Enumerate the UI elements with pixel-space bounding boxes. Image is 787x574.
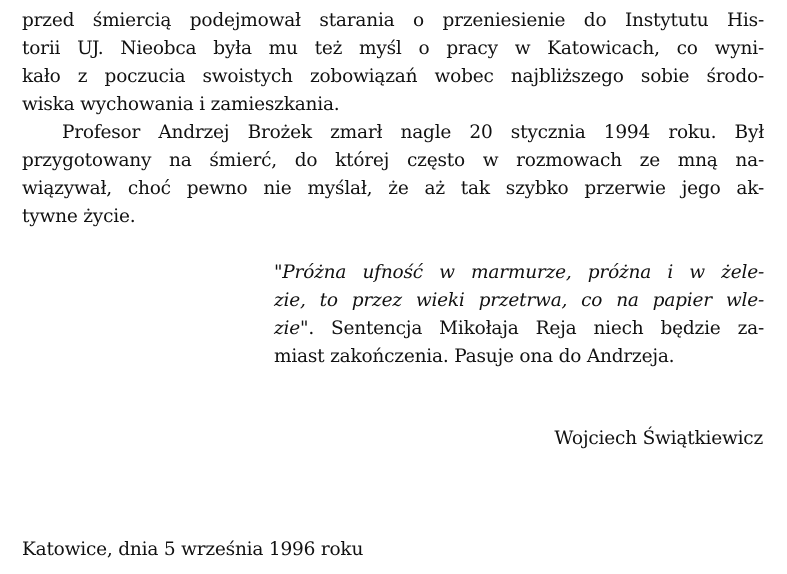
dateline: Katowice, dnia 5 września 1996 roku — [22, 539, 364, 560]
paragraph-2-line-2: przygotowany na śmierć, do której często w rozmowach ze mną na- — [22, 150, 764, 171]
author-signature: Wojciech Świątkiewicz — [554, 428, 763, 449]
quote-line-3-rest: ". Sentencja Mikołaja Reja niech będzie za- — [300, 318, 764, 339]
paragraph-1-line-2: torii UJ. Nieobca była mu też myśl o pracy w Katowicach, co wyni- — [22, 38, 764, 59]
paragraph-2-line-4: tywne życie. — [22, 206, 136, 227]
quote-line-2: zie, to przez wieki przetrwa, co na papier wle- — [274, 290, 764, 311]
paragraph-2-line-3: wiązywał, choć pewno nie myślał, że aż tak szybko przerwie jego ak- — [22, 178, 764, 199]
quote-line-1: "Próżna ufność w marmurze, próżna i w żele- — [274, 262, 764, 283]
quote-line-3-italic: zie — [274, 318, 301, 339]
paragraph-1-line-3: kało z poczucia swoistych zobowiązań wobec najbliższego sobie środo- — [22, 66, 764, 87]
paragraph-2-line-1: Profesor Andrzej Brożek zmarł nagle 20 stycznia 1994 roku. Był — [62, 122, 764, 143]
paragraph-1-line-4: wiska wychowania i zamieszkania. — [22, 94, 340, 115]
quote-line-4: miast zakończenia. Pasuje ona do Andrzeja. — [274, 346, 675, 367]
paragraph-1-line-1: przed śmiercią podejmował starania o przeniesienie do Instytutu His- — [22, 10, 764, 31]
quote-line-3 — [274, 315, 764, 343]
